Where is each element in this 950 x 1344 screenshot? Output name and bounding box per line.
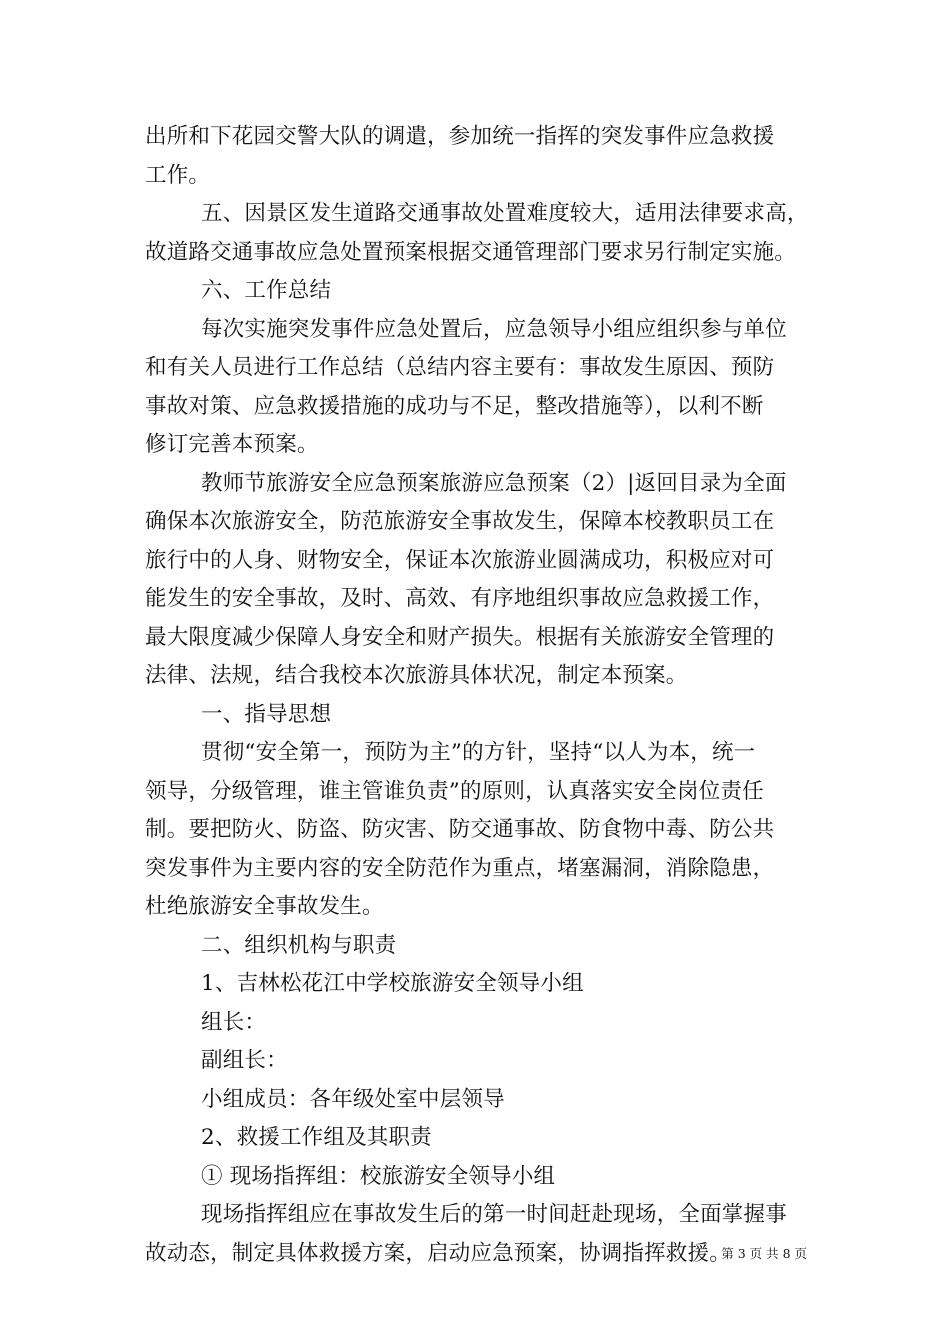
text-line: 小组成员：各年级处室中层领导 [201, 1086, 505, 1112]
text-line: 最大限度减少保障人身安全和财产损失。根据有关旅游安全管理的 [145, 624, 775, 650]
text-line: 教师节旅游安全应急预案旅游应急预案（2）|返回目录为全面 [201, 470, 787, 496]
text-line: 修订完善本预案。 [145, 432, 319, 457]
text-line: 旅行中的人身、财物安全，保证本次旅游业圆满成功，积极应对可 [145, 547, 775, 573]
text-line: 贯彻“安全第一，预防为主”的方针，坚持“以人为本，统一 [201, 740, 756, 765]
page-number: 第 3 页 共 8 页 [721, 1246, 807, 1261]
text-line: 能发生的安全事故，及时、高效、有序地组织事故应急救援工作， [145, 586, 775, 611]
text-line: 工作。 [145, 162, 211, 188]
text-line: 六、工作总结 [201, 278, 332, 303]
text-line: 故道路交通事故应急处置预案根据交通管理部门要求另行制定实施。 [145, 239, 797, 265]
text-line: 副组长： [201, 1048, 288, 1073]
text-line: 制。要把防火、防盗、防灾害、防交通事故、防食物中毒、防公共 [145, 817, 775, 842]
text-line: ① 现场指挥组：校旅游安全领导小组 [201, 1163, 556, 1189]
text-line: 确保本次旅游安全，防范旅游安全事故发生，保障本校教职员工在 [145, 509, 775, 534]
text-line: 出所和下花园交警大队的调遣，参加统一指挥的突发事件应急救援 [145, 124, 775, 149]
text-line: 一、指导思想 [201, 701, 332, 727]
text-line: 杜绝旅游安全事故发生。 [145, 894, 384, 919]
text-line: 二、组织机构与职责 [201, 932, 397, 958]
text-line: 每次实施突发事件应急处置后，应急领导小组应组织参与单位 [201, 316, 787, 342]
text-line: 和有关人员进行工作总结（总结内容主要有：事故发生原因、预防 [145, 355, 775, 380]
text-line: 领导，分级管理，谁主管谁负责”的原则，认真落实安全岗位责任 [145, 778, 764, 804]
text-line: 突发事件为主要内容的安全防范作为重点，堵塞漏洞，消除隐患， [145, 855, 775, 881]
text-line: 五、因景区发生道路交通事故处置难度较大，适用法律要求高， [201, 201, 809, 226]
text-line: 1、吉林松花江中学校旅游安全领导小组 [201, 971, 584, 996]
text-line: 现场指挥组应在事故发生后的第一时间赶赴现场，全面掌握事 [201, 1202, 787, 1227]
text-line: 组长： [201, 1009, 267, 1035]
text-line: 故动态，制定具体救援方案，启动应急预案，协调指挥救援。 [145, 1240, 731, 1266]
text-line: 2、救援工作组及其职责 [201, 1125, 432, 1150]
document-body [145, 118, 810, 1273]
page-footer [0, 1244, 950, 1264]
text-line: 法律、法规，结合我校本次旅游具体状况，制定本预案。 [145, 663, 688, 688]
text-line: 事故对策、应急救援措施的成功与不足，整改措施等），以利不断 [145, 393, 764, 419]
